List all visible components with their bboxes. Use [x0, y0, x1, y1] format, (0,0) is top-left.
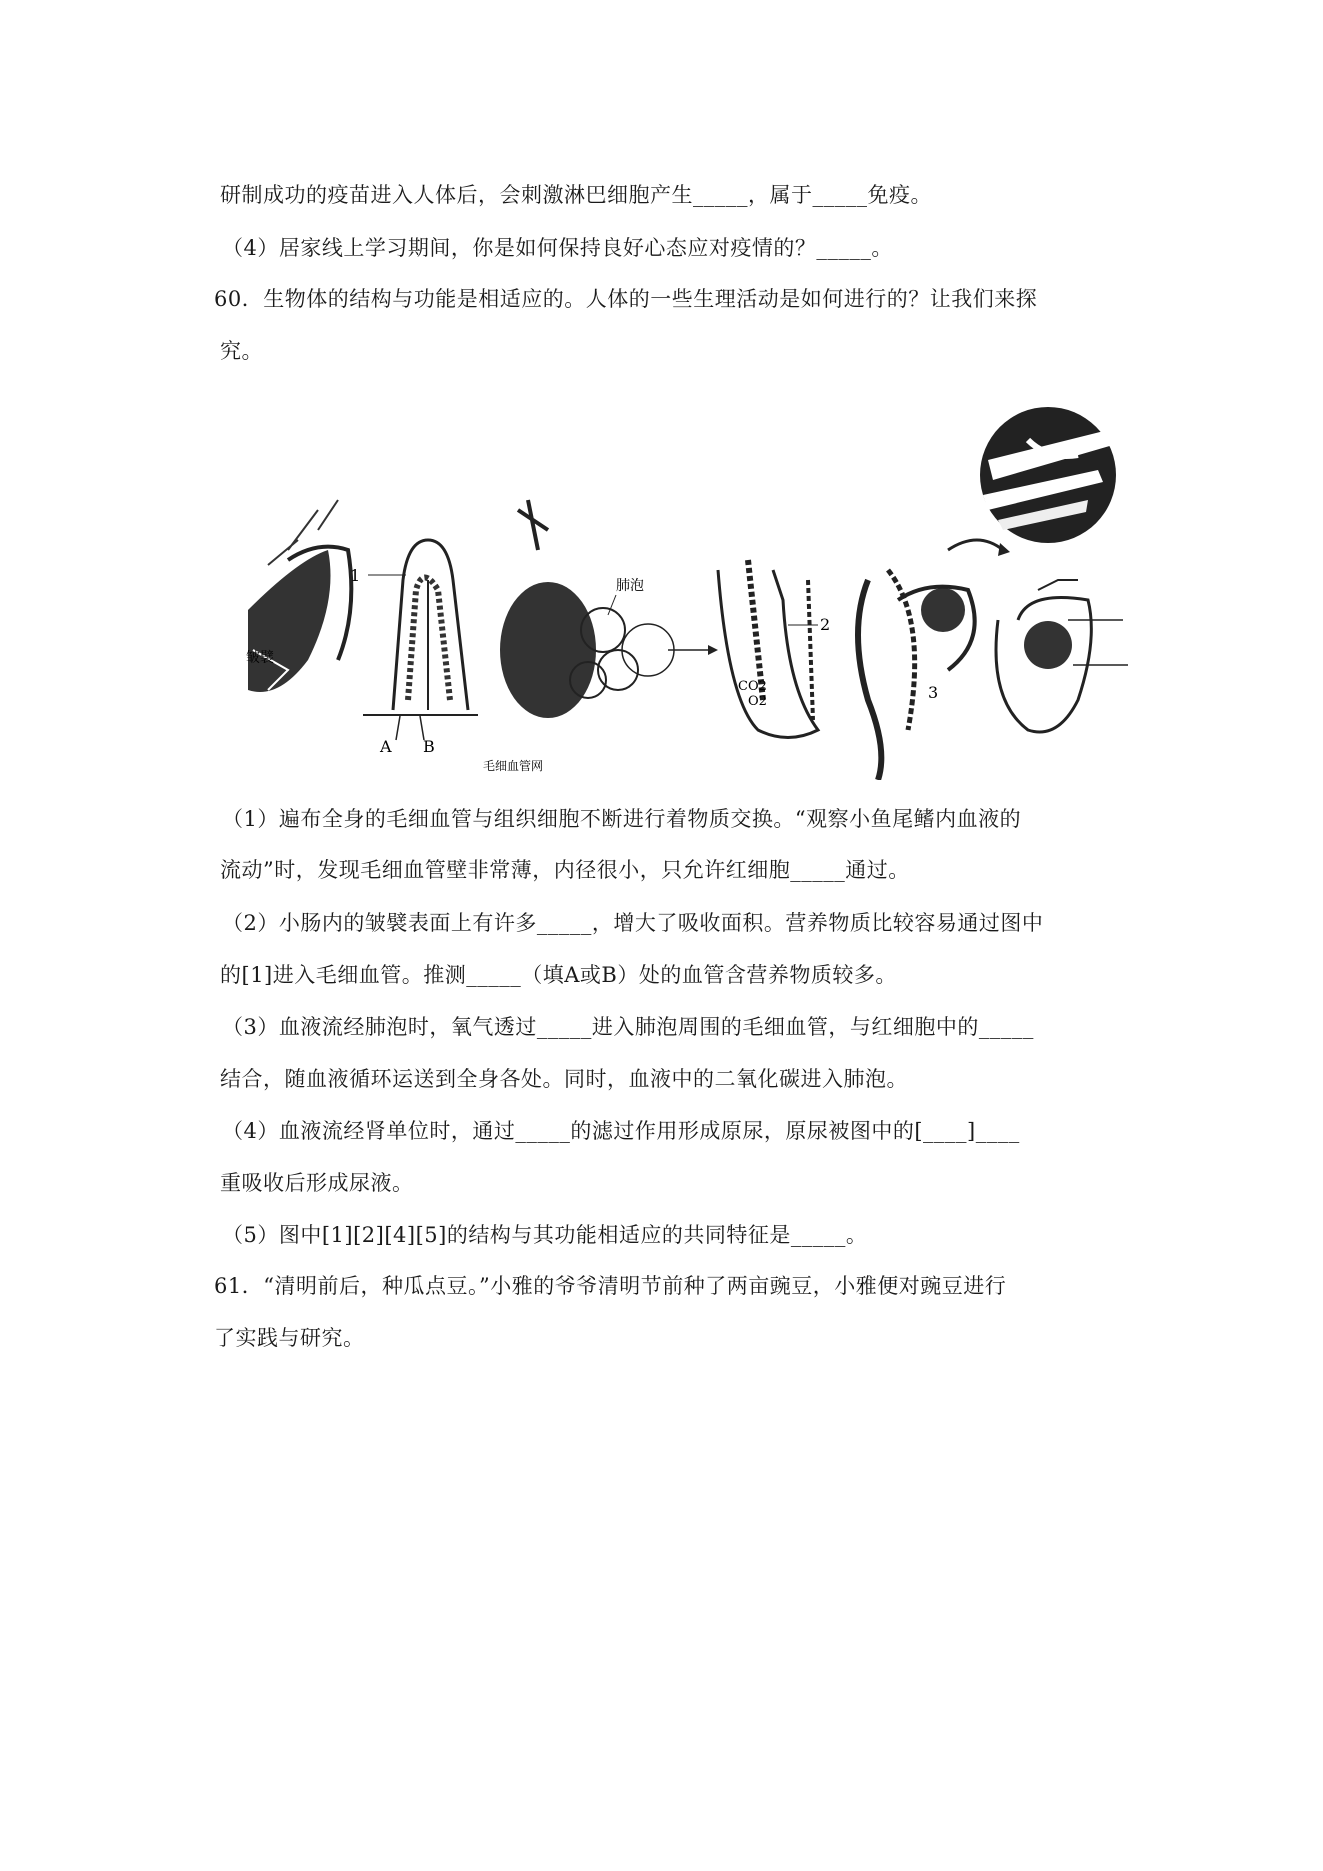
- villus-drawing: [350, 540, 478, 756]
- q60-part2-line2: 的[1]进入毛细血管。推测_____（填A或B）处的血管含营养物质较多。: [220, 963, 897, 987]
- label-A: A: [380, 737, 392, 756]
- label-fold: 皱襞: [246, 650, 274, 666]
- label-B: B: [423, 737, 435, 756]
- q60-part4-line2: 重吸收后形成尿液。: [220, 1171, 414, 1195]
- q60-part1-line2: 流动”时，发现毛细血管壁非常薄，内径很小，只允许红细胞_____通过。: [220, 858, 910, 882]
- label-co2: CO2: [738, 679, 767, 694]
- label-alveolus: 肺泡: [616, 578, 644, 594]
- nephron-drawing: [858, 540, 1010, 780]
- q60-part3-line2: 结合，随血液循环运送到全身各处。同时，血液中的二氧化碳进入肺泡。: [220, 1067, 908, 1091]
- physiology-diagram: [228, 400, 1128, 780]
- alveolus-closeup-drawing: [718, 560, 830, 738]
- q60-part5: （5）图中[1][2][4][5]的结构与其功能相适应的共同特征是_____。: [222, 1223, 868, 1247]
- question-61-title-cont: 了实践与研究。: [214, 1326, 365, 1350]
- q60-part3-line1: （3）血液流经肺泡时，氧气透过_____进入肺泡周围的毛细血管，与红细胞中的_____: [222, 1015, 1034, 1039]
- question-60-title: 60．生物体的结构与功能是相适应的。人体的一些生理活动是如何进行的？让我们来探: [214, 287, 1038, 311]
- physiology-figure: [228, 400, 1128, 780]
- q60-part1-line1: （1）遍布全身的毛细血管与组织细胞不断进行着物质交换。“观察小鱼尾鳍内血液的: [222, 807, 1022, 831]
- label-o2: O2: [748, 694, 767, 709]
- microscope-view-icon: [980, 407, 1116, 543]
- q60-part4-line1: （4）血液流经肾单位时，通过_____的滤过作用形成原尿，原尿被图中的[____]____: [222, 1119, 1020, 1143]
- label-2: 2: [820, 615, 831, 634]
- renal-corpuscle-drawing: [996, 580, 1128, 732]
- label-1: 1: [350, 566, 361, 585]
- alveoli-drawing: [483, 500, 718, 773]
- label-3: 3: [928, 683, 939, 702]
- intestine-fold-drawing: [246, 500, 351, 692]
- label-capillary-net: 毛细血管网: [483, 759, 544, 773]
- text-line-q4-mindset: （4）居家线上学习期间，你是如何保持良好心态应对疫情的？_____。: [222, 236, 893, 260]
- question-61-title: 61．“清明前后，种瓜点豆。”小雅的爷爷清明节前种了两亩豌豆，小雅便对豌豆进行: [214, 1274, 1007, 1298]
- q60-part2-line1: （2）小肠内的皱襞表面上有许多_____，增大了吸收面积。营养物质比较容易通过图中: [222, 911, 1044, 935]
- text-line-vaccine: 研制成功的疫苗进入人体后，会刺激淋巴细胞产生_____，属于_____免疫。: [220, 183, 932, 207]
- question-60-title-cont: 究。: [220, 339, 263, 363]
